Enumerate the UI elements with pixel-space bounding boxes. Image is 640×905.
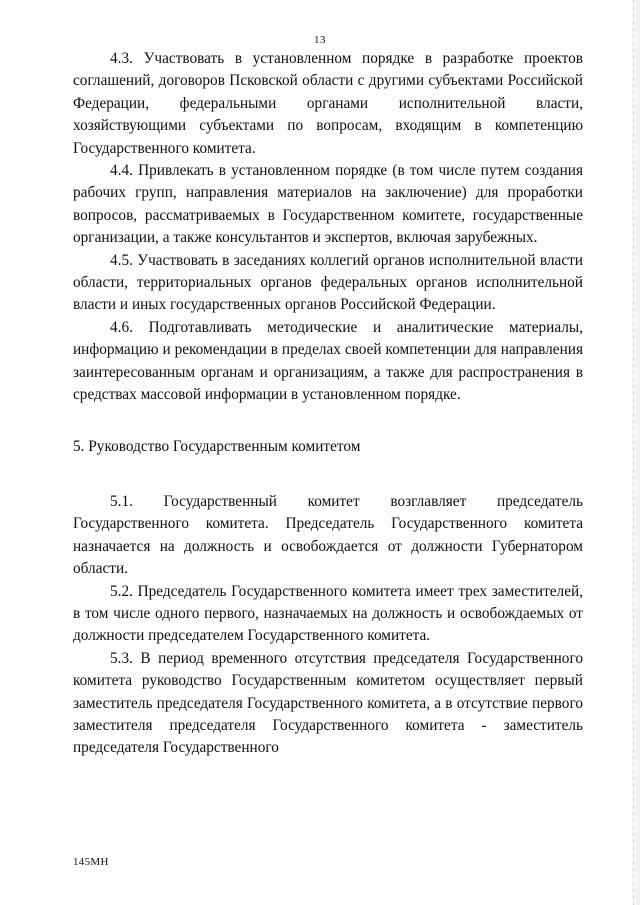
paragraph-5-2: 5.2. Председатель Государственного комитета имеет трех заместителей, в том числе одного первого, назначаемых на должность и освобождаемых от должности председателем Государственного комитета. <box>73 582 583 645</box>
scan-edge-shadow <box>630 0 640 905</box>
page-number: 13 <box>314 34 326 46</box>
section-spacer <box>73 458 583 491</box>
scan-edge-line <box>633 0 634 905</box>
paragraph-4-5: 4.5. Участвовать в заседаниях коллегий органов исполнительной власти области, территориальных органов федеральных органов исполнительной власти и иных государственных органов Российской Федерации. <box>73 251 583 314</box>
paragraph-5-1: 5.1. Государственный комитет возглавляет председатель Государственного комитета. Председатель Государственного комитета назначается на должность и освобождается от должности Губернатором области. <box>73 492 583 578</box>
document-code: 145МН <box>73 856 109 868</box>
paragraph-4-6: 4.6. Подготавливать методические и аналитические материалы, информацию и рекомендации в пределах своей компетенции для направления заинтересованным органам и организациям, а также для распространения в средствах массовой информации в установленном порядке. <box>73 318 583 404</box>
paragraph-4-4: 4.4. Привлекать в установленном порядке (в том числе путем создания рабочих групп, направления материалов на заключение) для проработки вопросов, рассматриваемых в Государственном комитете, государственные организации, а также консультантов и экспертов, включая зарубежных. <box>73 162 583 247</box>
paragraph-4-3: 4.3. Участвовать в установленном порядке в разработке проектов соглашений, договоров Псковской области с другими субъектами Российской Федерации, федеральными органами исполнительной власти, хозяйствующими субъектами по вопросам, входящим в компетенцию Государственного комитета. <box>73 50 583 157</box>
section-heading: 5. Руководство Государственным комитетом <box>73 437 361 455</box>
paragraph-5-3: 5.3. В период временного отсутствия председателя Государственного комитета руководство Государственным комитетом осуществляет первый заместитель председателя Государственного комитета, а в отсутствие первого заместителя председателя Государственного комитета - заместитель председателя Государственного <box>73 649 583 757</box>
document-body <box>73 48 583 760</box>
